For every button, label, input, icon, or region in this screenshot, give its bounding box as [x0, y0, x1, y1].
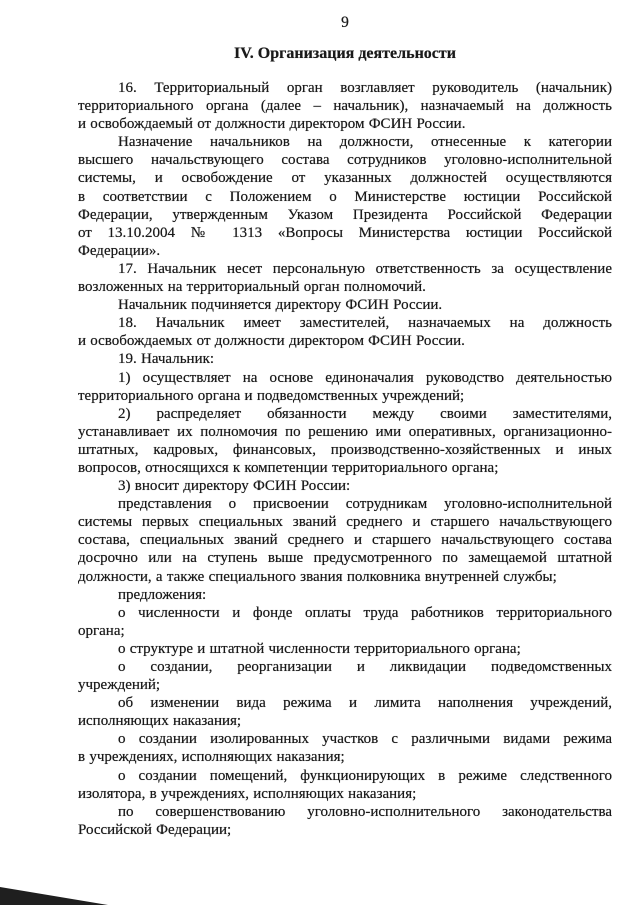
text-line: органа; — [78, 622, 125, 639]
text-line: о создании помещений, функционирующих в режиме следственного — [118, 767, 612, 784]
paragraph-representations — [78, 495, 612, 585]
text-line: и освобождаемых от должности директором ФСИН России. — [78, 333, 465, 350]
paragraph-proposal-legislation — [78, 803, 612, 839]
text-line: 18. Начальник имеет заместителей, назначаемых на должность — [118, 315, 612, 332]
text-line: должности, а также специального звания полковника внутренней службы; — [78, 568, 557, 585]
paragraph-proposal-detention-rooms — [78, 767, 612, 803]
text-line: в соответствии с Положением о Министерстве юстиции Российской — [78, 188, 612, 205]
document-body — [78, 79, 612, 839]
text-line: 1) осуществляет на основе единоначалия руководство деятельностью — [118, 369, 612, 386]
text-line: 16. Территориальный орган возглавляет руководитель (начальник) — [118, 80, 612, 96]
text-line: об изменении вида режима и лимита наполнения учреждений, — [118, 695, 612, 712]
text-line: территориального органа (далее – начальник), назначаемый на должность — [78, 98, 612, 115]
paragraph-proposal-reorganization — [78, 658, 612, 694]
paragraph-proposal-structure — [78, 640, 612, 658]
paragraph-19-item-2 — [78, 405, 612, 477]
text-line: 19. Начальник: — [118, 351, 215, 368]
text-line: и освобождаемый от должности директором ФСИН России. — [78, 116, 466, 133]
paragraph-19 — [78, 350, 612, 368]
text-line: о создании, реорганизации и ликвидации подведомственных — [118, 659, 612, 675]
paragraph-subordination — [78, 296, 612, 314]
text-line: 17. Начальник несет персональную ответственность за осуществление — [118, 260, 612, 277]
paragraph-17 — [78, 260, 612, 296]
text-line: Российской Федерации; — [78, 821, 232, 838]
paragraph-appointment — [78, 133, 612, 260]
text-line: системы первых специальных званий среднего и старшего начальствующего — [78, 514, 612, 531]
paragraph-proposal-staffing — [78, 604, 612, 640]
text-line: от 13.10.2004 № 1313 «Вопросы Министерства юстиции Российской — [78, 224, 612, 241]
text-line: о численности и фонде оплаты труда работников территориального — [118, 604, 612, 621]
text-line: высшего начальствующего состава сотрудников уголовно-исполнительной — [78, 152, 612, 169]
paragraph-19-item-3 — [78, 477, 612, 495]
scan-corner-artifact — [0, 887, 108, 905]
text-line: в учреждениях, исполняющих наказания; — [78, 749, 345, 766]
text-line: вопросов, относящихся к компетенции территориального органа; — [78, 459, 499, 476]
text-line: 3) вносит директору ФСИН России: — [118, 478, 351, 495]
paragraph-proposals — [78, 586, 612, 604]
text-line: досрочно или на ступень выше предусмотренного по замещаемой штатной — [78, 550, 612, 567]
text-line: учреждений; — [78, 677, 161, 694]
text-line: исполняющих наказания; — [78, 713, 242, 730]
text-line: представления о присвоении сотрудникам уголовно-исполнительной — [118, 496, 612, 513]
text-line: территориального органа и подведомственных учреждений; — [78, 387, 465, 404]
paragraph-proposal-regime-change — [78, 694, 612, 730]
text-line: возложенных на территориальный орган полномочий. — [78, 279, 426, 296]
page-number: 9 — [341, 14, 349, 31]
text-line: состава, специальных званий среднего и старшего начальствующего состава — [78, 532, 612, 549]
text-line: предложения: — [118, 586, 207, 603]
text-line: 2) распределяет обязанности между своими заместителями, — [118, 405, 612, 422]
text-line: изолятора, в учреждениях, исполняющих наказания; — [78, 785, 417, 802]
text-line: о структуре и штатной численности территориального органа; — [118, 640, 521, 657]
text-line: Назначение начальников на должности, отнесенные к категории — [118, 134, 612, 151]
text-line: Федерации, утвержденным Указом Президента Российской Федерации — [78, 206, 612, 223]
text-line: по совершенствованию уголовно-исполнительного законодательства — [118, 803, 612, 820]
text-line: штатных, кадровых, финансовых, производственно-хозяйственных и иных — [78, 441, 612, 458]
paragraph-16 — [78, 79, 612, 133]
paragraph-19-item-1 — [78, 369, 612, 405]
text-line: Начальник подчиняется директору ФСИН России. — [118, 297, 443, 314]
paragraph-18 — [78, 314, 612, 350]
text-line: устанавливает их полномочия по решению ими оперативных, организационно- — [78, 423, 612, 440]
text-line: системы, и освобождение от указанных должностей осуществляются — [78, 170, 612, 187]
text-line: Федерации». — [78, 242, 161, 259]
paragraph-proposal-isolated-areas — [78, 730, 612, 766]
text-line: о создании изолированных участков с различными видами режима — [118, 731, 612, 748]
section-heading: IV. Организация деятельности — [234, 45, 456, 62]
